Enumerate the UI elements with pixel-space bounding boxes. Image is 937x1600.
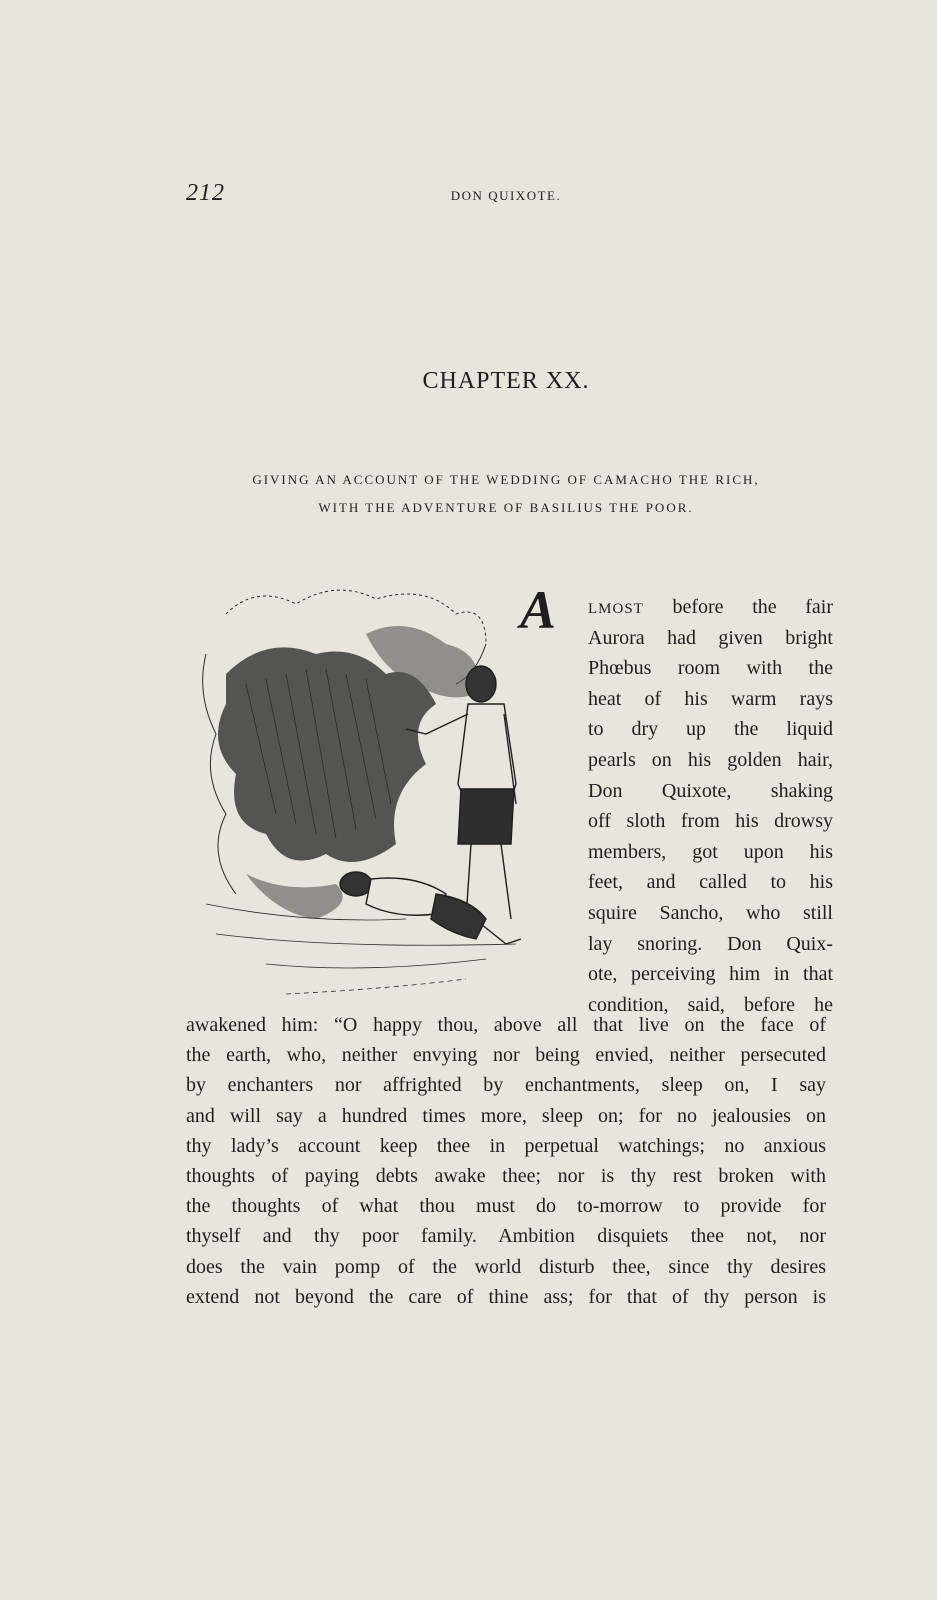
- text-line: does the vain pomp of the world disturb thee, since thy desires: [186, 1255, 826, 1278]
- text-line: Phœbus room with the: [588, 657, 833, 680]
- text-line: lay snoring. Don Quix-: [588, 932, 833, 955]
- text-line: [588, 592, 833, 623]
- text-line: awakened him: “O happy thou, above all that live on the face of: [186, 1014, 826, 1036]
- text-line: squire Sancho, who still: [588, 901, 833, 924]
- text-line: pearls on his golden hair,: [588, 748, 833, 771]
- text-line-rest: before the fair: [672, 596, 834, 618]
- text-line: the thoughts of what thou must do to-morrow to provide for: [186, 1195, 826, 1218]
- chapter-title: CHAPTER XX.: [422, 368, 590, 394]
- text-line: Aurora had given bright: [588, 626, 833, 649]
- illustration-drawing: [186, 574, 581, 1024]
- text-line: heat of his warm rays: [588, 687, 833, 710]
- subtitle-line: WITH THE ADVENTURE OF BASILIUS THE POOR.: [318, 500, 694, 515]
- text-line: off sloth from his drowsy: [588, 810, 833, 833]
- side-text-column: [588, 592, 833, 1020]
- text-line: by enchanters nor affrighted by enchantments, sleep on, I say: [186, 1074, 826, 1097]
- running-head: [186, 180, 826, 210]
- text-line: the earth, who, neither envying nor being envied, neither persecuted: [186, 1044, 826, 1067]
- text-line: ote, perceiving him in that: [588, 963, 833, 986]
- text-line: thy lady’s account keep thee in perpetual watchings; no anxious: [186, 1134, 826, 1157]
- text-line: extend not beyond the care of thine ass; for that of thy person is: [186, 1285, 826, 1308]
- first-word-small-caps: LMOST: [588, 601, 644, 617]
- subtitle-line: GIVING AN ACCOUNT OF THE WEDDING OF CAMACHO THE RICH,: [252, 472, 760, 487]
- text-line: feet, and called to his: [588, 871, 833, 894]
- text-line: Don Quixote, shaking: [588, 779, 833, 802]
- text-line: to dry up the liquid: [588, 718, 833, 741]
- text-line: members, got upon his: [588, 840, 833, 863]
- chapter-subtitle: [186, 466, 826, 522]
- text-line: and will say a hundred times more, sleep on; for no jealousies on: [186, 1104, 826, 1127]
- drop-cap: A: [520, 580, 557, 640]
- text-line: condition, said, before he: [588, 993, 833, 1016]
- woodcut-illustration: [186, 574, 581, 1024]
- page-number: 212: [186, 180, 225, 206]
- text-line: thoughts of paying debts awake thee; nor is thy rest broken with: [186, 1164, 826, 1187]
- running-title: DON QUIXOTE.: [450, 188, 562, 203]
- text-line: thyself and thy poor family. Ambition disquiets thee not, nor: [186, 1225, 826, 1248]
- body-text: [186, 1010, 826, 1312]
